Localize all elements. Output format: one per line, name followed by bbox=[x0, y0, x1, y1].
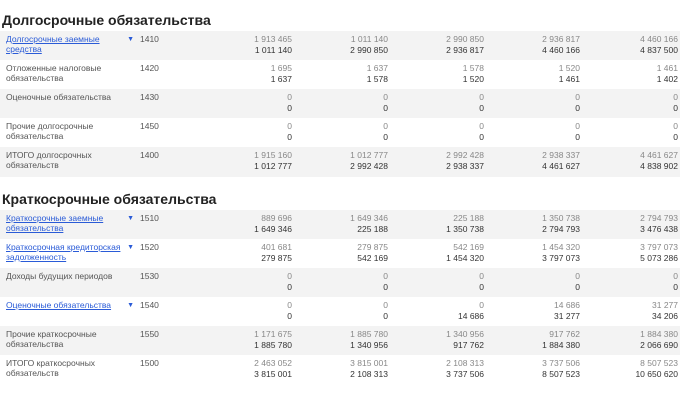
row-name-label: Прочие долгосрочные обязательства bbox=[6, 121, 94, 141]
value-previous: 1 340 956 bbox=[350, 340, 388, 350]
row-name-link[interactable]: Краткосрочные заемные обязательства bbox=[6, 213, 104, 233]
value-cell bbox=[582, 297, 680, 322]
row-name-cell[interactable] bbox=[0, 31, 138, 54]
value-previous: 0 bbox=[287, 282, 292, 292]
row-code: 1550 bbox=[140, 329, 159, 339]
value-current: 1 171 675 bbox=[254, 329, 292, 339]
value-previous: 3 737 506 bbox=[446, 369, 484, 379]
value-current: 4 461 627 bbox=[640, 150, 678, 160]
value-previous: 2 936 817 bbox=[446, 45, 484, 55]
table-row bbox=[0, 297, 680, 326]
value-previous: 0 bbox=[673, 103, 678, 113]
value-current: 2 794 793 bbox=[640, 213, 678, 223]
value-previous: 0 bbox=[287, 132, 292, 142]
value-cell bbox=[198, 268, 294, 293]
value-current: 2 108 313 bbox=[446, 358, 484, 368]
value-previous: 0 bbox=[287, 311, 292, 321]
value-cell bbox=[582, 239, 680, 264]
value-previous: 1 454 320 bbox=[446, 253, 484, 263]
value-cell bbox=[390, 118, 486, 143]
row-name-label: Оценочные обязательства bbox=[6, 92, 112, 102]
value-previous: 31 277 bbox=[554, 311, 580, 321]
value-current: 2 992 428 bbox=[446, 150, 484, 160]
table-row bbox=[0, 147, 680, 177]
value-previous: 0 bbox=[287, 103, 292, 113]
value-previous: 14 686 bbox=[458, 311, 484, 321]
value-cell bbox=[294, 355, 390, 380]
value-cell bbox=[390, 355, 486, 380]
value-current: 1 884 380 bbox=[640, 329, 678, 339]
row-code: 1400 bbox=[140, 150, 159, 160]
value-cell bbox=[390, 147, 486, 172]
row-name-cell bbox=[0, 89, 138, 102]
value-current: 1 520 bbox=[558, 63, 580, 73]
value-current: 1 637 bbox=[366, 63, 388, 73]
value-previous: 8 507 523 bbox=[542, 369, 580, 379]
value-cell bbox=[486, 89, 582, 114]
value-previous: 2 108 313 bbox=[350, 369, 388, 379]
table-row bbox=[0, 31, 680, 60]
row-name-link[interactable]: Краткосрочная кредиторская задолженность bbox=[6, 242, 121, 262]
value-previous: 2 992 428 bbox=[350, 161, 388, 171]
value-cell bbox=[390, 89, 486, 114]
value-cell bbox=[294, 31, 390, 56]
value-previous: 0 bbox=[383, 132, 388, 142]
table-row bbox=[0, 60, 680, 89]
value-current: 1 649 346 bbox=[350, 213, 388, 223]
value-cell bbox=[390, 326, 486, 351]
row-name-label: ИТОГО краткосрочных обязательств bbox=[6, 358, 96, 378]
value-cell bbox=[582, 118, 680, 143]
value-cell bbox=[294, 239, 390, 264]
value-cell bbox=[582, 89, 680, 114]
value-current: 0 bbox=[287, 271, 292, 281]
value-current: 401 681 bbox=[261, 242, 292, 252]
value-current: 0 bbox=[479, 271, 484, 281]
value-current: 1 012 777 bbox=[350, 150, 388, 160]
row-name-cell bbox=[0, 118, 138, 141]
value-cell bbox=[294, 60, 390, 85]
value-current: 1 885 780 bbox=[350, 329, 388, 339]
value-current: 1 350 738 bbox=[542, 213, 580, 223]
value-previous: 279 875 bbox=[261, 253, 292, 263]
value-cell bbox=[582, 268, 680, 293]
value-cell bbox=[486, 31, 582, 56]
value-previous: 1 011 140 bbox=[254, 45, 292, 55]
value-cell bbox=[198, 297, 294, 322]
table-row bbox=[0, 268, 680, 297]
value-previous: 1 884 380 bbox=[542, 340, 580, 350]
value-previous: 1 012 777 bbox=[254, 161, 292, 171]
row-name-cell bbox=[0, 326, 138, 349]
value-current: 0 bbox=[673, 92, 678, 102]
value-cell bbox=[486, 268, 582, 293]
row-name-label: Прочие краткосрочные обязательства bbox=[6, 329, 97, 349]
value-cell bbox=[390, 210, 486, 235]
value-current: 0 bbox=[575, 92, 580, 102]
value-cell bbox=[390, 268, 486, 293]
table-row bbox=[0, 239, 680, 268]
value-cell bbox=[198, 355, 294, 380]
value-cell bbox=[486, 326, 582, 351]
value-previous: 1 649 346 bbox=[254, 224, 292, 234]
value-cell bbox=[390, 297, 486, 322]
value-previous: 917 762 bbox=[453, 340, 484, 350]
row-code: 1510 bbox=[140, 213, 159, 223]
value-current: 0 bbox=[673, 121, 678, 131]
value-current: 0 bbox=[287, 300, 292, 310]
value-previous: 0 bbox=[383, 103, 388, 113]
value-cell bbox=[486, 60, 582, 85]
value-previous: 1 885 780 bbox=[254, 340, 292, 350]
value-current: 0 bbox=[383, 300, 388, 310]
value-previous: 2 794 793 bbox=[542, 224, 580, 234]
value-previous: 2 938 337 bbox=[446, 161, 484, 171]
row-name-cell bbox=[0, 60, 138, 83]
section-title: Краткосрочные обязательства bbox=[2, 191, 217, 207]
value-cell bbox=[294, 268, 390, 293]
table-row bbox=[0, 355, 680, 383]
value-cell bbox=[198, 239, 294, 264]
value-current: 2 938 337 bbox=[542, 150, 580, 160]
value-previous: 0 bbox=[673, 282, 678, 292]
value-cell bbox=[294, 210, 390, 235]
row-code: 1430 bbox=[140, 92, 159, 102]
value-cell bbox=[486, 239, 582, 264]
row-name-label: Отложенные налоговые обязательства bbox=[6, 63, 102, 83]
value-current: 14 686 bbox=[554, 300, 580, 310]
value-previous: 4 461 627 bbox=[542, 161, 580, 171]
value-previous: 225 188 bbox=[357, 224, 388, 234]
value-cell bbox=[390, 239, 486, 264]
value-current: 889 696 bbox=[261, 213, 292, 223]
value-previous: 0 bbox=[479, 132, 484, 142]
row-code: 1500 bbox=[140, 358, 159, 368]
row-name-cell bbox=[0, 268, 138, 281]
value-previous: 5 073 286 bbox=[640, 253, 678, 263]
chevron-down-icon[interactable]: ▼ bbox=[127, 244, 134, 251]
value-cell bbox=[582, 355, 680, 380]
value-current: 0 bbox=[287, 121, 292, 131]
long-term-rows bbox=[0, 31, 680, 177]
value-current: 542 169 bbox=[453, 242, 484, 252]
chevron-down-icon[interactable]: ▼ bbox=[127, 36, 134, 43]
value-previous: 0 bbox=[673, 132, 678, 142]
row-name-cell bbox=[0, 147, 138, 170]
row-code: 1420 bbox=[140, 63, 159, 73]
value-cell bbox=[294, 147, 390, 172]
row-name-label: Доходы будущих периодов bbox=[6, 271, 113, 281]
value-previous: 1 520 bbox=[462, 74, 484, 84]
value-cell bbox=[582, 326, 680, 351]
value-cell bbox=[486, 297, 582, 322]
row-code: 1450 bbox=[140, 121, 159, 131]
table-row bbox=[0, 210, 680, 239]
table-row bbox=[0, 118, 680, 147]
value-previous: 1 350 738 bbox=[446, 224, 484, 234]
value-previous: 1 637 bbox=[270, 74, 292, 84]
value-cell bbox=[294, 297, 390, 322]
value-previous: 0 bbox=[575, 103, 580, 113]
value-current: 1 340 956 bbox=[446, 329, 484, 339]
value-previous: 1 578 bbox=[366, 74, 388, 84]
row-code: 1410 bbox=[140, 34, 159, 44]
value-current: 3 815 001 bbox=[350, 358, 388, 368]
value-cell bbox=[198, 210, 294, 235]
chevron-down-icon[interactable]: ▼ bbox=[127, 215, 134, 222]
value-previous: 2 066 690 bbox=[640, 340, 678, 350]
value-current: 0 bbox=[673, 271, 678, 281]
value-cell bbox=[198, 89, 294, 114]
value-cell bbox=[198, 31, 294, 56]
value-current: 0 bbox=[479, 121, 484, 131]
value-current: 0 bbox=[479, 300, 484, 310]
value-previous: 10 650 620 bbox=[635, 369, 678, 379]
value-current: 4 460 166 bbox=[640, 34, 678, 44]
value-current: 3 737 506 bbox=[542, 358, 580, 368]
value-previous: 1 402 bbox=[656, 74, 678, 84]
value-current: 0 bbox=[383, 271, 388, 281]
value-previous: 3 797 073 bbox=[542, 253, 580, 263]
value-current: 917 762 bbox=[549, 329, 580, 339]
table-row bbox=[0, 326, 680, 355]
value-current: 0 bbox=[479, 92, 484, 102]
short-term-rows bbox=[0, 210, 680, 383]
value-cell bbox=[198, 147, 294, 172]
value-current: 0 bbox=[575, 271, 580, 281]
value-current: 2 936 817 bbox=[542, 34, 580, 44]
value-cell bbox=[486, 210, 582, 235]
value-previous: 3 815 001 bbox=[254, 369, 292, 379]
value-cell bbox=[486, 355, 582, 380]
value-previous: 4 460 166 bbox=[542, 45, 580, 55]
value-previous: 0 bbox=[479, 282, 484, 292]
value-previous: 4 838 902 bbox=[640, 161, 678, 171]
value-current: 0 bbox=[383, 121, 388, 131]
value-previous: 0 bbox=[383, 282, 388, 292]
value-cell bbox=[294, 326, 390, 351]
value-previous: 4 837 500 bbox=[640, 45, 678, 55]
value-current: 8 507 523 bbox=[640, 358, 678, 368]
value-previous: 0 bbox=[479, 103, 484, 113]
value-current: 3 797 073 bbox=[640, 242, 678, 252]
value-cell bbox=[198, 118, 294, 143]
value-cell bbox=[294, 118, 390, 143]
row-name-cell bbox=[0, 355, 138, 378]
value-previous: 542 169 bbox=[357, 253, 388, 263]
long-term-liabilities-section bbox=[0, 9, 680, 177]
value-previous: 3 476 438 bbox=[640, 224, 678, 234]
value-cell bbox=[486, 147, 582, 172]
row-name-cell[interactable] bbox=[0, 297, 138, 311]
value-current: 1 011 140 bbox=[350, 34, 388, 44]
value-current: 1 454 320 bbox=[542, 242, 580, 252]
value-previous: 0 bbox=[575, 282, 580, 292]
value-previous: 0 bbox=[383, 311, 388, 321]
value-current: 1 695 bbox=[270, 63, 292, 73]
value-current: 225 188 bbox=[453, 213, 484, 223]
value-current: 2 463 052 bbox=[254, 358, 292, 368]
value-current: 0 bbox=[575, 121, 580, 131]
value-current: 0 bbox=[383, 92, 388, 102]
section-title: Долгосрочные обязательства bbox=[2, 12, 211, 28]
row-name-label: ИТОГО долгосрочных обязательств bbox=[6, 150, 92, 170]
value-current: 1 915 160 bbox=[254, 150, 292, 160]
value-cell bbox=[582, 60, 680, 85]
value-cell bbox=[294, 89, 390, 114]
value-current: 279 875 bbox=[357, 242, 388, 252]
value-current: 0 bbox=[287, 92, 292, 102]
row-name-cell[interactable] bbox=[0, 210, 138, 233]
value-previous: 34 206 bbox=[652, 311, 678, 321]
row-code: 1540 bbox=[140, 300, 159, 310]
value-current: 2 990 850 bbox=[446, 34, 484, 44]
row-code: 1530 bbox=[140, 271, 159, 281]
value-current: 1 913 465 bbox=[254, 34, 292, 44]
value-cell bbox=[582, 147, 680, 172]
value-cell bbox=[390, 60, 486, 85]
value-previous: 2 990 850 bbox=[350, 45, 388, 55]
chevron-down-icon[interactable]: ▼ bbox=[127, 302, 134, 309]
value-cell bbox=[198, 326, 294, 351]
value-cell bbox=[582, 31, 680, 56]
table-row bbox=[0, 89, 680, 118]
value-cell bbox=[390, 31, 486, 56]
row-name-link[interactable]: Оценочные обязательства bbox=[6, 300, 112, 310]
value-cell bbox=[582, 210, 680, 235]
row-name-cell[interactable] bbox=[0, 239, 138, 262]
value-previous: 1 461 bbox=[558, 74, 580, 84]
value-previous: 0 bbox=[575, 132, 580, 142]
value-cell bbox=[486, 118, 582, 143]
short-term-liabilities-section bbox=[0, 188, 680, 383]
row-code: 1520 bbox=[140, 242, 159, 252]
value-current: 31 277 bbox=[652, 300, 678, 310]
value-cell bbox=[198, 60, 294, 85]
row-name-link[interactable]: Долгосрочные заемные средства bbox=[6, 34, 100, 54]
value-current: 1 578 bbox=[462, 63, 484, 73]
value-current: 1 461 bbox=[656, 63, 678, 73]
